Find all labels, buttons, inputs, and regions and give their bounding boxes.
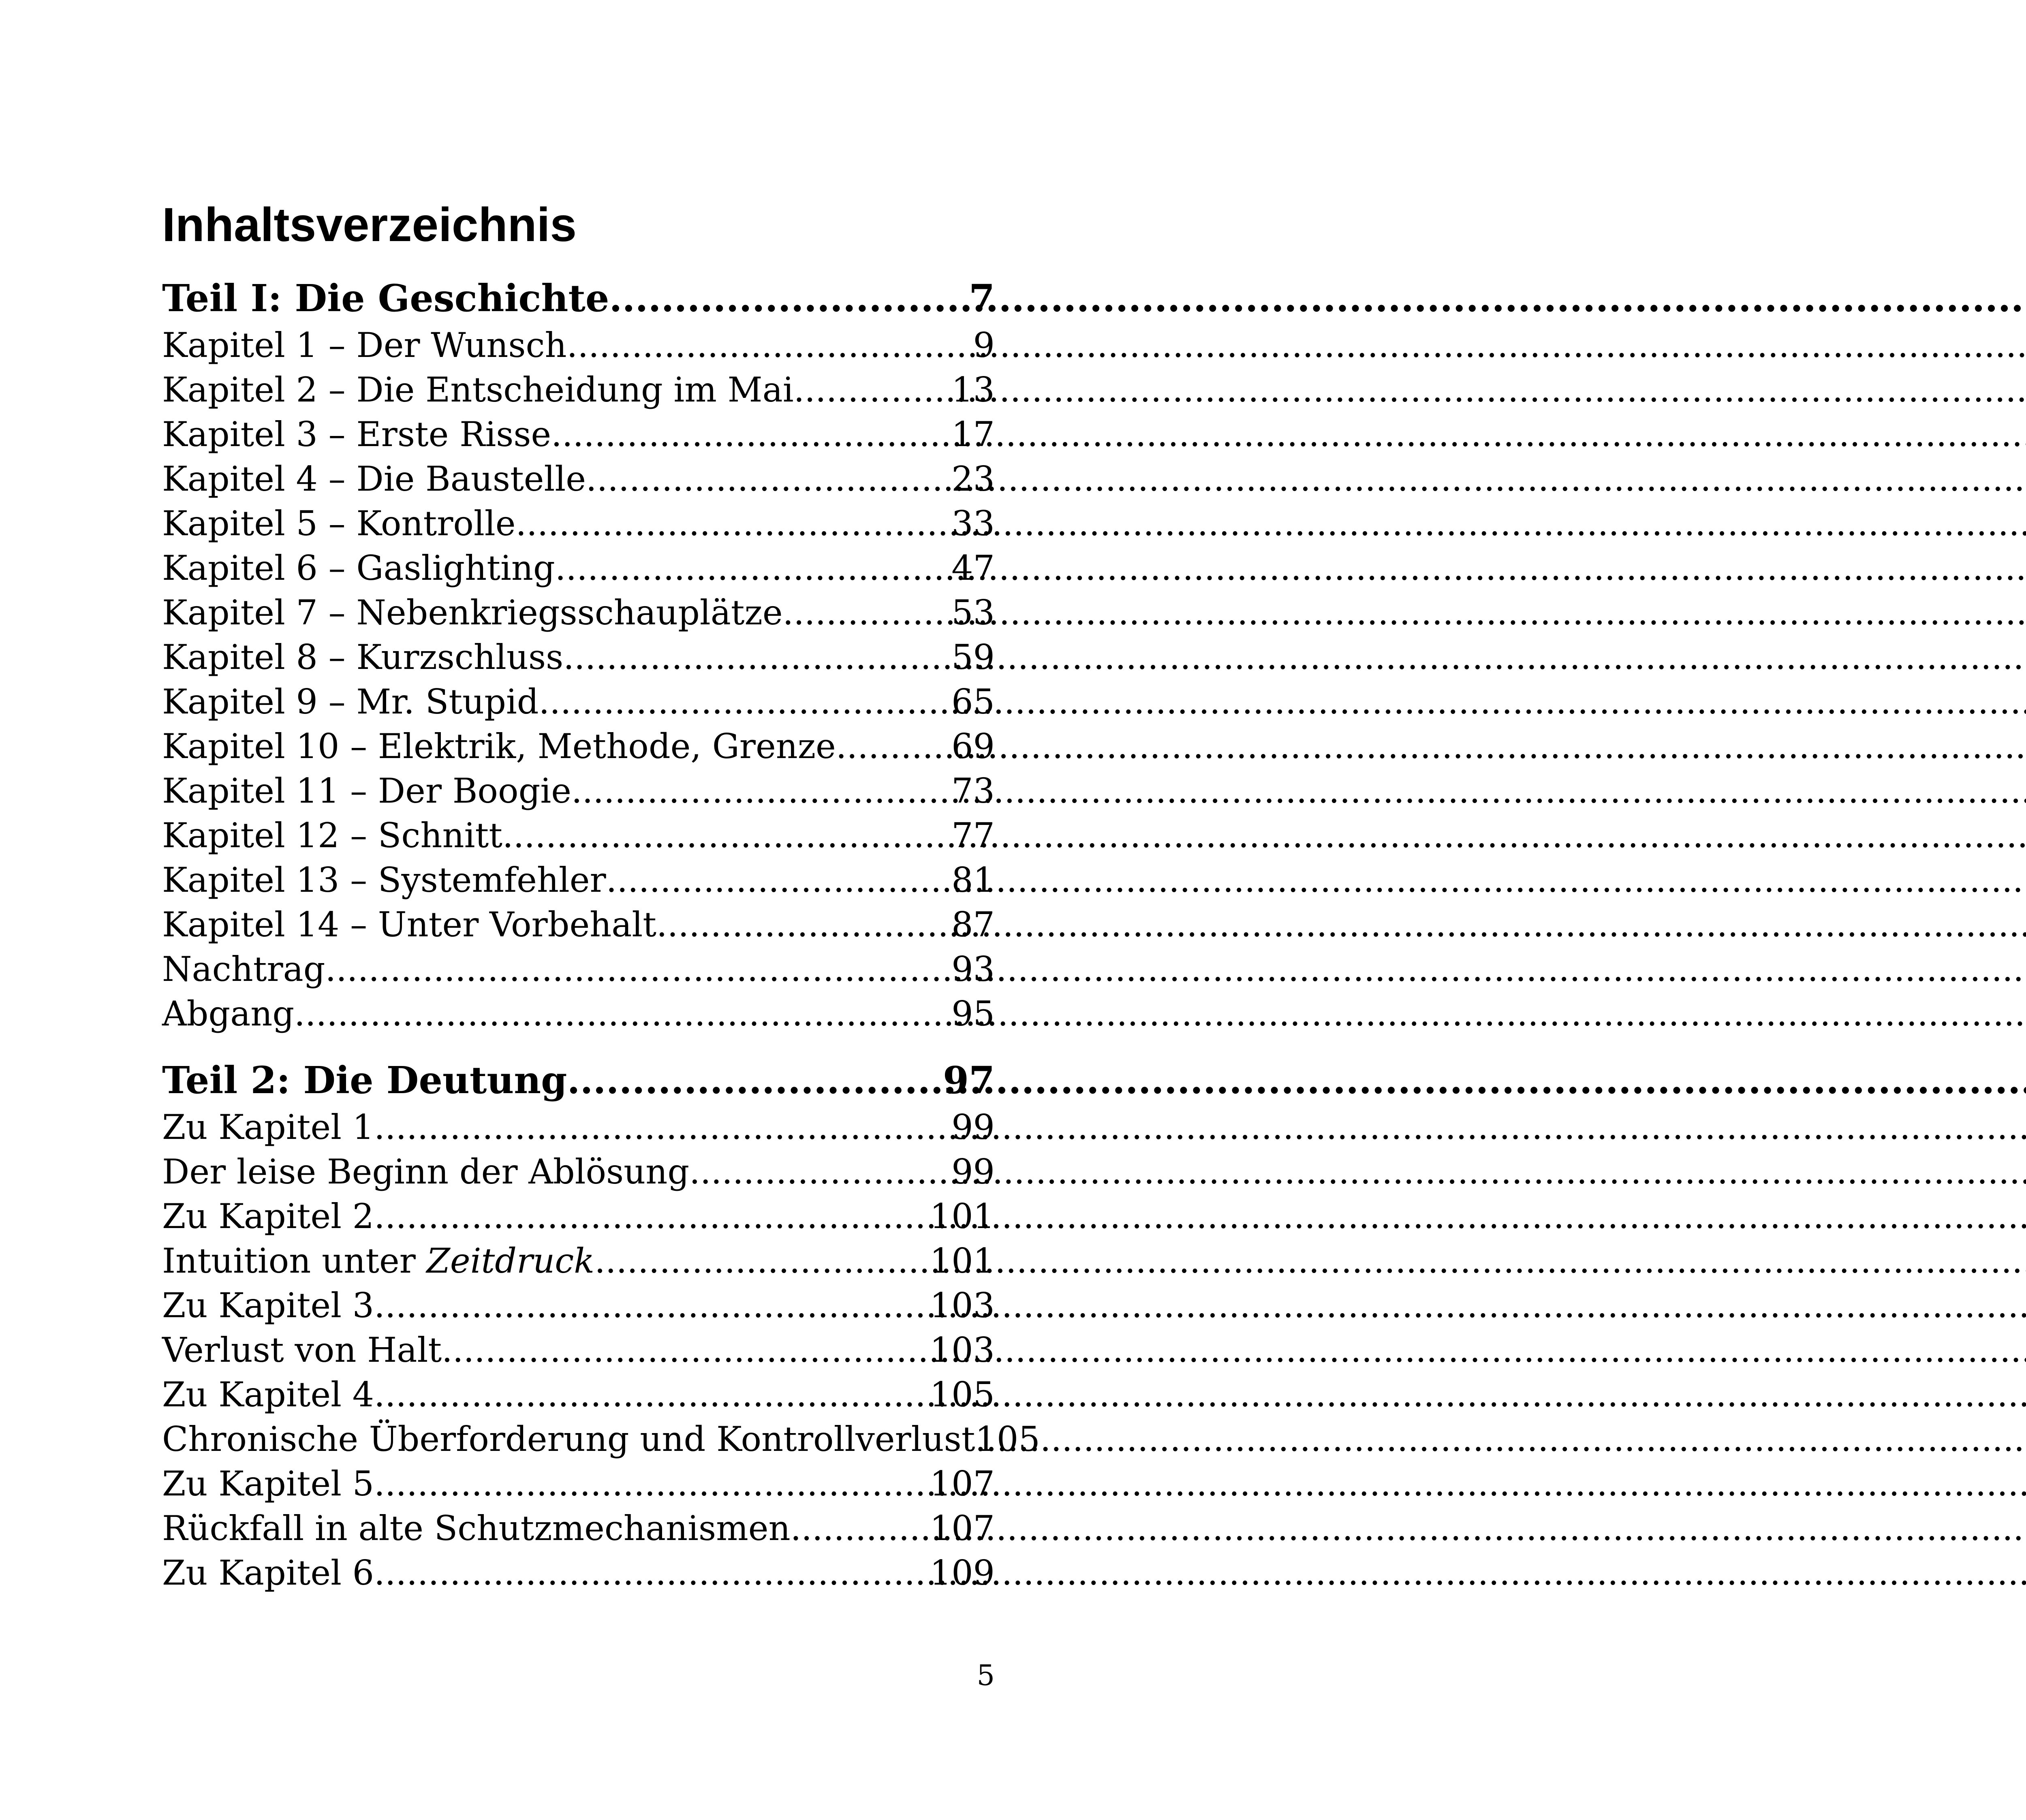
toc-entry[interactable] — [162, 323, 995, 367]
toc-entry[interactable] — [162, 1239, 995, 1283]
toc-entry[interactable] — [162, 1105, 995, 1149]
toc-entry-label: Zu Kapitel 2 — [162, 1196, 374, 1236]
toc-entry-label: Kapitel 4 – Die Baustelle — [162, 459, 586, 499]
toc-entry[interactable] — [162, 412, 995, 457]
toc-entry-label: Der leise Beginn der Ablösung — [162, 1152, 690, 1192]
toc-entry-page: 65 — [951, 682, 995, 722]
toc-entry[interactable] — [162, 546, 995, 590]
toc-entry[interactable] — [162, 367, 995, 412]
toc-entry-page: 95 — [951, 994, 995, 1034]
toc-entry[interactable] — [162, 590, 995, 635]
toc-entry-page: 105 — [975, 1419, 1040, 1459]
toc-part-heading[interactable] — [162, 273, 995, 323]
toc-entry-page: 103 — [930, 1330, 995, 1370]
toc-entry[interactable] — [162, 947, 995, 991]
toc-entry[interactable] — [162, 813, 995, 858]
toc-entry-label: Nachtrag — [162, 949, 325, 989]
toc-entry[interactable] — [162, 902, 995, 947]
toc-dot-leader — [442, 1328, 930, 1372]
toc-entry[interactable] — [162, 1506, 995, 1551]
toc-dot-leader — [586, 457, 951, 501]
toc-entry-label: Rückfall in alte Schutzmechanismen — [162, 1508, 791, 1548]
toc-entry-page: 99 — [951, 1107, 995, 1147]
toc-entry[interactable] — [162, 1372, 995, 1417]
toc-entry-label: Kapitel 12 – Schnitt — [162, 816, 502, 855]
toc-entry-page: 81 — [951, 860, 995, 900]
toc-entry[interactable] — [162, 457, 995, 501]
toc-entry[interactable] — [162, 769, 995, 813]
toc-dot-leader — [374, 1283, 930, 1328]
toc-entry[interactable] — [162, 1283, 995, 1328]
toc-entry-page: 33 — [951, 504, 995, 543]
toc-entry[interactable] — [162, 679, 995, 724]
toc-entry-page: 59 — [951, 637, 995, 677]
toc-entry[interactable] — [162, 1149, 995, 1194]
toc-entry-label: Kapitel 10 – Elektrik, Methode, Grenze — [162, 726, 836, 766]
toc-entry-label: Abgang — [162, 994, 295, 1034]
toc-entry-page: 101 — [930, 1241, 995, 1281]
toc-entry[interactable] — [162, 858, 995, 902]
toc-dot-leader — [374, 1194, 930, 1239]
toc-dot-leader — [374, 1551, 930, 1595]
toc-entry-label: Zu Kapitel 1 — [162, 1107, 374, 1147]
toc-entry-page: 103 — [930, 1286, 995, 1325]
toc-entry-page: 107 — [930, 1464, 995, 1504]
toc-dot-leader — [783, 590, 952, 635]
toc-dot-leader — [515, 501, 951, 546]
toc-dot-leader — [551, 412, 951, 457]
toc-dot-leader — [374, 1105, 951, 1149]
toc-part-heading-page: 7 — [968, 276, 995, 320]
toc-dot-leader — [325, 947, 952, 991]
toc-dot-leader — [594, 1239, 930, 1283]
toc-entry-label: Kapitel 11 – Der Boogie — [162, 771, 571, 811]
toc-dot-leader — [294, 991, 951, 1036]
toc-entry[interactable] — [162, 1194, 995, 1239]
toc-entry-page: 17 — [951, 414, 995, 454]
toc-entry-page: 107 — [930, 1508, 995, 1548]
toc-entry-page: 23 — [951, 459, 995, 499]
toc-dot-leader — [567, 323, 973, 367]
toc-entry[interactable] — [162, 1461, 995, 1506]
toc-entry-page: 47 — [951, 548, 995, 588]
page-number: 5 — [977, 1659, 995, 1692]
toc-entry[interactable] — [162, 635, 995, 679]
toc-entry-label: Kapitel 13 – Systemfehler — [162, 860, 606, 900]
toc-dot-leader — [794, 367, 952, 412]
toc-part-heading-label: Teil I: Die Geschichte — [162, 276, 609, 320]
toc-entry-page: 9 — [973, 325, 995, 365]
toc-entry-page: 109 — [930, 1553, 995, 1593]
toc-entry-label-italic: Zeitdruck — [426, 1241, 595, 1281]
toc-entry-page: 69 — [951, 726, 995, 766]
toc-entry-page: 105 — [930, 1375, 995, 1414]
toc-dot-leader — [555, 546, 951, 590]
toc-entry-page: 93 — [951, 949, 995, 989]
toc-dot-leader — [374, 1461, 930, 1506]
toc-entry-label: Kapitel 5 – Kontrolle — [162, 504, 516, 543]
toc-dot-leader — [791, 1506, 930, 1551]
toc-dot-leader — [563, 635, 951, 679]
toc-entry-label: Zu Kapitel 3 — [162, 1286, 374, 1325]
toc-entry-label: Kapitel 9 – Mr. Stupid — [162, 682, 539, 722]
toc-entry-label — [162, 1239, 594, 1283]
toc-entry-page: 53 — [951, 593, 995, 632]
toc-part-heading-label: Teil 2: Die Deutung — [162, 1058, 567, 1102]
toc-entry-label: Kapitel 7 – Nebenkriegsschauplätze — [162, 593, 783, 632]
toc-entry[interactable] — [162, 1551, 995, 1595]
toc-entry-label: Kapitel 1 – Der Wunsch — [162, 325, 567, 365]
toc-entry-label: Chronische Überforderung und Kontrollverlust — [162, 1419, 975, 1459]
toc-entry-label: Kapitel 14 – Unter Vorbehalt — [162, 905, 656, 944]
toc-dot-leader — [502, 813, 951, 858]
toc-entry-page: 13 — [951, 370, 995, 410]
toc-entry-label: Zu Kapitel 6 — [162, 1553, 374, 1593]
toc-entry-label: Kapitel 2 – Die Entscheidung im Mai — [162, 370, 794, 410]
toc-part-heading[interactable] — [162, 1055, 995, 1105]
toc-entry-page: 77 — [951, 816, 995, 855]
toc-part-2 — [162, 1055, 1040, 1595]
toc-dot-leader — [836, 724, 951, 769]
toc-dot-leader — [567, 1055, 943, 1105]
toc-dot-leader — [689, 1149, 951, 1194]
toc-entry-label: Kapitel 3 – Erste Risse — [162, 414, 551, 454]
toc-entry[interactable] — [162, 501, 995, 546]
toc-dot-leader — [571, 769, 951, 813]
page-title: Inhaltsverzeichnis — [162, 198, 577, 252]
toc-entry-page: 73 — [951, 771, 995, 811]
toc-dot-leader — [539, 679, 952, 724]
toc-dot-leader — [656, 902, 951, 947]
toc-entry-page: 87 — [951, 905, 995, 944]
toc-entry[interactable] — [162, 1328, 995, 1372]
toc-entry-page: 101 — [930, 1196, 995, 1236]
toc-entry-page: 99 — [951, 1152, 995, 1192]
toc-entry-label: Verlust von Halt — [162, 1330, 442, 1370]
toc-entry[interactable] — [162, 991, 995, 1036]
toc-part-1 — [162, 273, 995, 1036]
toc-entry-label: Zu Kapitel 5 — [162, 1464, 374, 1504]
toc-dot-leader — [374, 1372, 930, 1417]
toc-entry-label-plain: Intuition unter — [162, 1241, 427, 1281]
toc-dot-leader — [606, 858, 951, 902]
toc-entry-label: Kapitel 8 – Kurzschluss — [162, 637, 564, 677]
toc-part-heading-page: 97 — [942, 1058, 995, 1102]
toc-entry[interactable] — [162, 724, 995, 769]
toc-entry[interactable] — [162, 1417, 1040, 1461]
toc-entry-label: Zu Kapitel 4 — [162, 1375, 374, 1414]
toc-dot-leader — [609, 273, 969, 323]
toc-entry-label: Kapitel 6 – Gaslighting — [162, 548, 555, 588]
